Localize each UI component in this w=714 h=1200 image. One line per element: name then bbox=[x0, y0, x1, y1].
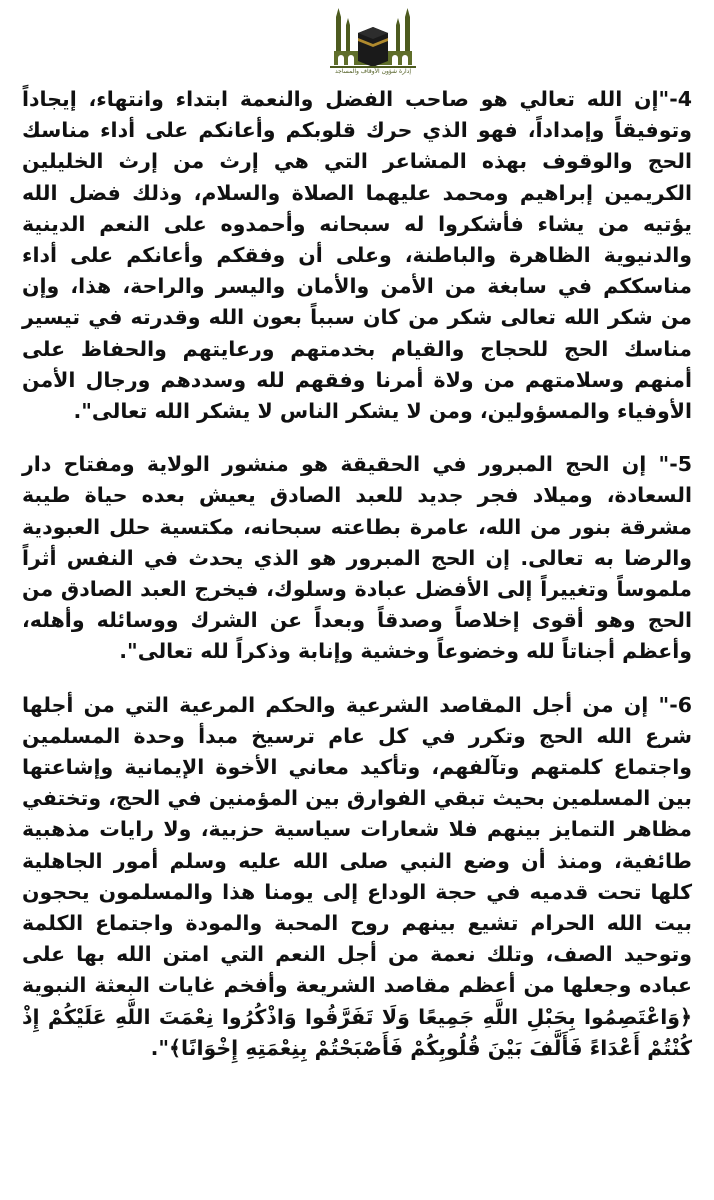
logo-caption: إدارة شؤون الأوقاف والمساجد bbox=[334, 68, 411, 75]
article-body bbox=[22, 84, 692, 1064]
page-header bbox=[0, 0, 714, 84]
paragraph-4: 4-"إن الله تعالي هو صاحب الفضل والنعمة ابتداء وانتهاء، إيجاداً وتوفيقاً وإمداداً، فهو الذي حرك قلوبكم وأعانكم على أداء مناسك الحج والوقوف بهذه المشاعر التي هي إرث من إرث الخليلين الكريمين إبراهيم ومحمد عليهما الصلاة والسلام، وذلك فضل الله يؤتيه من يشاء فأشكروا له سبحانه وأحمدوه على النعم الدينية والدنيوية الظاهرة والباطنة، وعلى أن وفقكم وأعانكم على أداء مناسككم في سابغة من الأمن والأمان واليسر والراحة، هذا، وإن من شكر الله تعالى شكر من كان سبباً بعون الله وقدرته في تيسير مناسك الحج للحجاج والقيام بخدمتهم ورعايتهم والحفاظ على أمنهم وسلامتهم من ولاة أمرنا وفقهم لله وسددهم ورجال الأمن الأوفياء والمسؤولين، ومن لا يشكر الناس لا يشكر الله تعالى". bbox=[22, 87, 692, 424]
paragraph-6: 6-" إن من أجل المقاصد الشرعية والحكم المرعية التي من أجلها شرع الله الحج وتكرر في كل عام ترسيخ مبدأ وحدة المسلمين واجتماع كلمتهم وتآلفهم، وتأكيد معاني الأخوة الإيمانية وإشاعتها بين المسلمين بحيث تبقي الفوارق بين المؤمنين في الحج، وتختفي مظاهر التمايز بينهم فلا شعارات سياسية حزبية، ولا رايات مذهبية طائفية، ومنذ أن وضع النبي صلى الله عليه وسلم أمور الجاهلية كلها تحت قدميه في حجة الوداع إلى يومنا هذا والمسلمون يحجون بيت الله الحرام تشيع بينهم روح المحبة والمودة واجتماع الكلمة وتوحيد الصف، وتلك نعمة من أجل النعم التي امتن الله بها على عباده وجعلها من أعظم مقاصد الشريعة وأفخم غايات البعثة النبوية ﴿وَاعْتَصِمُوا بِحَبْلِ اللَّهِ جَمِيعًا وَلَا تَفَرَّقُوا وَاذْكُرُوا نِعْمَتَ اللَّهِ عَلَيْكُمْ إِذْ كُنْتُمْ أَعْدَاءً فَأَلَّفَ بَيْنَ قُلُوبِكُمْ فَأَصْبَحْتُمْ بِنِعْمَتِهِ إِخْوَانًا﴾". bbox=[22, 692, 692, 1060]
paragraph-5: 5-" إن الحج المبرور في الحقيقة هو منشور الولاية ومفتاح دار السعادة، وميلاد فجر جديد للعبد الصادق يعيش بعده حياة طيبة مشرقة بنور من الله، عامرة بطاعته سبحانه، مكتسية حلل العبودية والرضا به تعالى. إن الحج المبرور هو الذي يحدث في النفس أثراً ملموساً وتغييراً إلى الأفضل عبادة وسلوك، فيخرج العبد الصادق من الحج وهو أقوى إخلاصاً وصدقاً وبعداً عن الشرك ووسائله وأهله، وأعظم أجناتاً لله وخضوعاً وخشية وإنابة وذكراً لله تعالى". bbox=[22, 452, 692, 664]
